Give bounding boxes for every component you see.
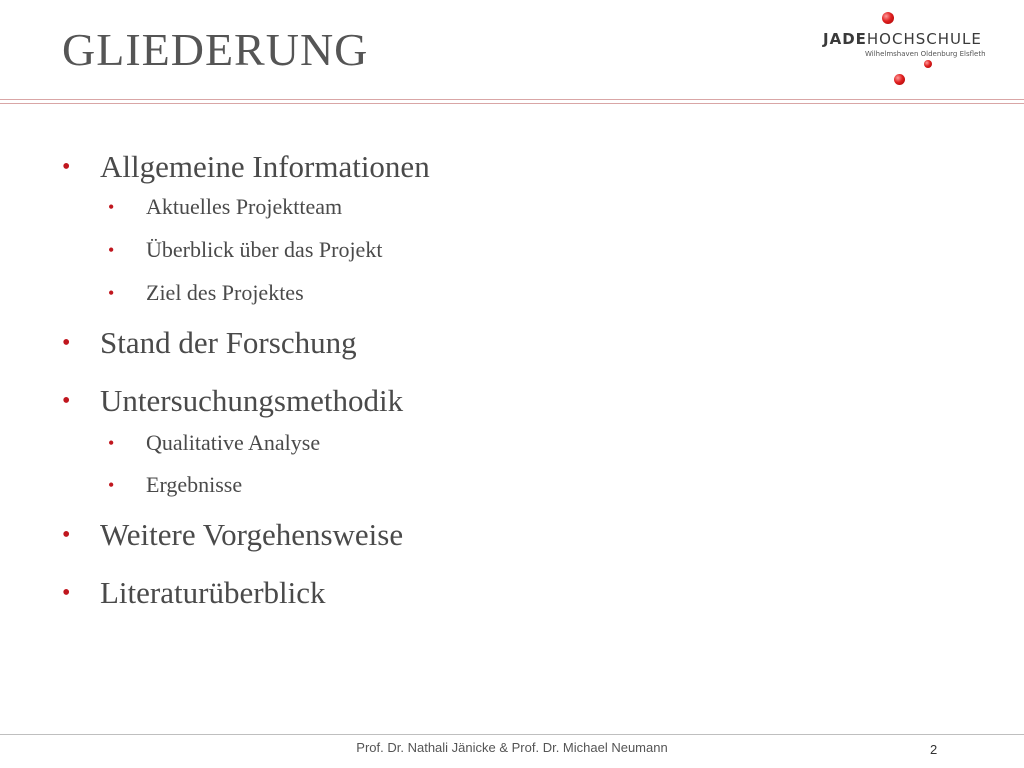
bullet-icon: • [62,522,71,548]
outline-item-label: Weitere Vorgehensweise [100,517,404,552]
logo-dot-large [882,12,894,24]
outline-item-label: Allgemeine Informationen [100,149,430,184]
outline-subitem-label: Qualitative Analyse [146,430,321,455]
logo-wordmark [823,30,982,48]
outline-subitem-label: Überblick über das Projekt [146,237,383,262]
logo-tagline: Wilhelmshaven Oldenburg Elsfleth [865,50,986,58]
outline-subitem-label: Ziel des Projektes [146,280,304,305]
bullet-icon: • [62,154,71,180]
footer-authors: Prof. Dr. Nathali Jänicke & Prof. Dr. Michael Neumann [356,740,668,755]
outline-item-label: Stand der Forschung [100,325,357,360]
outline-item [62,382,962,420]
outline-subitem [62,235,962,265]
outline-subitem [62,192,962,222]
slide-title: GLIEDERUNG [62,24,369,75]
outline-list [62,148,962,612]
outline-item-label: Literaturüberblick [100,575,326,610]
outline-item-label: Untersuchungsmethodik [100,383,404,418]
outline-item [62,516,962,554]
outline-item [62,148,962,186]
bullet-icon: • [108,433,115,453]
outline-subitem [62,278,962,308]
title-divider-bottom [0,103,1024,104]
logo-dot-small [924,60,932,68]
bullet-icon: • [108,283,115,303]
bullet-icon: • [108,240,115,260]
outline-subitem [62,428,962,458]
bullet-icon: • [62,330,71,356]
outline-item [62,324,962,362]
page-number: 2 [930,742,938,757]
outline-subitem [62,470,962,500]
title-divider-top [0,99,1024,100]
outline-item [62,574,962,612]
bullet-icon: • [108,197,115,217]
outline-subitem-label: Aktuelles Projektteam [146,194,343,219]
bullet-icon: • [62,580,71,606]
logo-wordmark-bold: JADE [823,30,867,48]
jade-hochschule-logo [820,8,990,92]
logo-wordmark-regular: HOCHSCHULE [866,30,982,48]
logo-dot-medium [894,74,905,85]
bullet-icon: • [62,388,71,414]
footer-divider [0,734,1024,735]
bullet-icon: • [108,475,115,495]
outline-subitem-label: Ergebnisse [146,472,243,497]
